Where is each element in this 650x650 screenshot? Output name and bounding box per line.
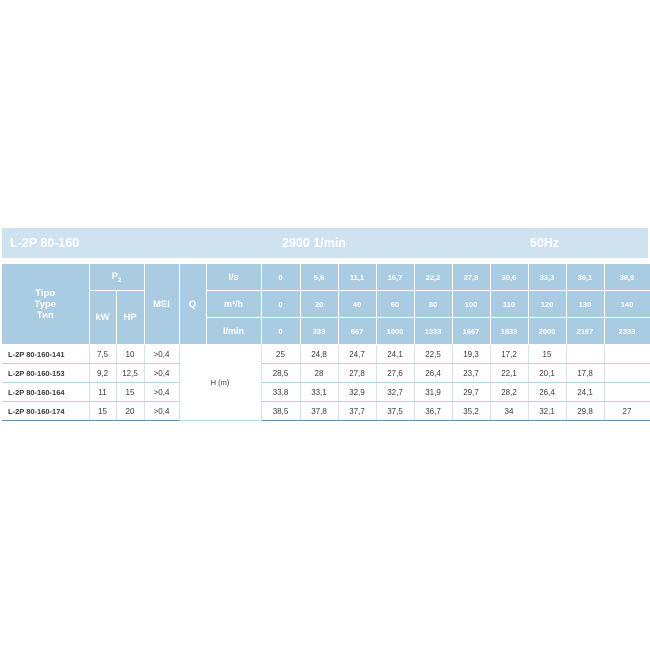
flow-ls-9: 38,9 (604, 264, 650, 291)
hp-cell: 20 (116, 402, 144, 421)
flow-lmin-7: 2000 (528, 318, 566, 345)
flow-lmin-2: 667 (338, 318, 376, 345)
unit-lmin: l/min (206, 318, 261, 345)
model-cell: L-2P 80-160-153 (2, 364, 89, 383)
kw-cell: 15 (89, 402, 116, 421)
kw-cell: 11 (89, 383, 116, 402)
mei-cell: >0,4 (144, 345, 179, 364)
head-cell: 17,8 (566, 364, 604, 383)
model-cell: L-2P 80-160-141 (2, 345, 89, 364)
flow-ls-7: 33,3 (528, 264, 566, 291)
head-cell: 28 (300, 364, 338, 383)
hp-cell: 12,5 (116, 364, 144, 383)
head-cell: 28,5 (261, 364, 300, 383)
head-cell: 22,1 (490, 364, 528, 383)
flow-m3h-9: 140 (604, 291, 650, 318)
flow-ls-3: 16,7 (376, 264, 414, 291)
flow-ls-2: 11,1 (338, 264, 376, 291)
head-cell: 27,6 (376, 364, 414, 383)
type-label-ru: Тип (36, 309, 54, 321)
flow-ls-4: 22,2 (414, 264, 452, 291)
type-label-en: Type (34, 298, 56, 310)
flow-m3h-3: 60 (376, 291, 414, 318)
flow-lmin-3: 1000 (376, 318, 414, 345)
flow-m3h-2: 40 (338, 291, 376, 318)
head-cell: 26,4 (414, 364, 452, 383)
performance-table (2, 264, 650, 421)
head-cell: 31,9 (414, 383, 452, 402)
head-cell: 33,8 (261, 383, 300, 402)
hp-cell: 10 (116, 345, 144, 364)
flow-m3h-1: 20 (300, 291, 338, 318)
header-row-ls (2, 264, 650, 291)
head-cell: 25 (261, 345, 300, 364)
head-cell: 37,5 (376, 402, 414, 421)
head-cell: 38,5 (261, 402, 300, 421)
head-cell: 27 (604, 402, 650, 421)
flow-lmin-1: 333 (300, 318, 338, 345)
q-header: Q (179, 264, 206, 345)
flow-m3h-0: 0 (261, 291, 300, 318)
type-label-it: Tipo (35, 287, 56, 299)
head-label: H (m) (179, 345, 261, 421)
flow-m3h-5: 100 (452, 291, 490, 318)
head-cell: 28,2 (490, 383, 528, 402)
head-cell (604, 364, 650, 383)
head-cell (566, 345, 604, 364)
table-row (2, 402, 650, 421)
head-cell: 29,7 (452, 383, 490, 402)
flow-lmin-4: 1333 (414, 318, 452, 345)
kw-header: kW (89, 291, 116, 345)
hp-cell: 15 (116, 383, 144, 402)
head-cell (604, 383, 650, 402)
head-cell: 32,1 (528, 402, 566, 421)
head-cell: 17,2 (490, 345, 528, 364)
kw-cell: 9,2 (89, 364, 116, 383)
title-speed: 2900 1/min (282, 236, 346, 250)
head-cell: 24,7 (338, 345, 376, 364)
flow-lmin-9: 2333 (604, 318, 650, 345)
flow-lmin-6: 1833 (490, 318, 528, 345)
mei-cell: >0,4 (144, 402, 179, 421)
model-cell: L-2P 80-160-174 (2, 402, 89, 421)
head-cell: 36,7 (414, 402, 452, 421)
head-cell (604, 345, 650, 364)
type-header (2, 264, 89, 345)
table-row (2, 345, 650, 364)
table-row (2, 364, 650, 383)
flow-lmin-0: 0 (261, 318, 300, 345)
head-cell: 32,7 (376, 383, 414, 402)
head-cell: 22,5 (414, 345, 452, 364)
head-cell: 26,4 (528, 383, 566, 402)
flow-ls-1: 5,6 (300, 264, 338, 291)
head-cell: 35,2 (452, 402, 490, 421)
p2-header: $P_2$ (89, 264, 144, 291)
head-cell: 23,7 (452, 364, 490, 383)
head-cell: 37,7 (338, 402, 376, 421)
kw-cell: 7,5 (89, 345, 116, 364)
flow-ls-5: 27,8 (452, 264, 490, 291)
hp-header: HP (116, 291, 144, 345)
head-cell: 27,8 (338, 364, 376, 383)
head-cell: 24,1 (376, 345, 414, 364)
flow-ls-6: 30,6 (490, 264, 528, 291)
head-cell: 33,1 (300, 383, 338, 402)
head-cell: 24,1 (566, 383, 604, 402)
title-model: L-2P 80-160 (10, 236, 80, 250)
mei-cell: >0,4 (144, 383, 179, 402)
flow-m3h-4: 80 (414, 291, 452, 318)
flow-lmin-8: 2167 (566, 318, 604, 345)
head-cell: 20,1 (528, 364, 566, 383)
flow-m3h-8: 130 (566, 291, 604, 318)
flow-m3h-6: 110 (490, 291, 528, 318)
head-cell: 19,3 (452, 345, 490, 364)
head-cell: 37,8 (300, 402, 338, 421)
head-cell: 32,9 (338, 383, 376, 402)
table-row (2, 383, 650, 402)
header-row-m3h (2, 291, 650, 318)
mei-cell: >0,4 (144, 364, 179, 383)
flow-lmin-5: 1667 (452, 318, 490, 345)
pump-performance-sheet (2, 228, 648, 421)
head-cell: 24,8 (300, 345, 338, 364)
title-bar (2, 228, 648, 258)
model-cell: L-2P 80-160-164 (2, 383, 89, 402)
head-cell: 15 (528, 345, 566, 364)
flow-ls-8: 36,1 (566, 264, 604, 291)
title-frequency: 50Hz (530, 236, 560, 250)
flow-ls-0: 0 (261, 264, 300, 291)
flow-m3h-7: 120 (528, 291, 566, 318)
mei-header: MEI (144, 264, 179, 345)
head-cell: 34 (490, 402, 528, 421)
unit-ls: l/s (206, 264, 261, 291)
unit-m3h: m³/h (206, 291, 261, 318)
head-cell: 29,8 (566, 402, 604, 421)
